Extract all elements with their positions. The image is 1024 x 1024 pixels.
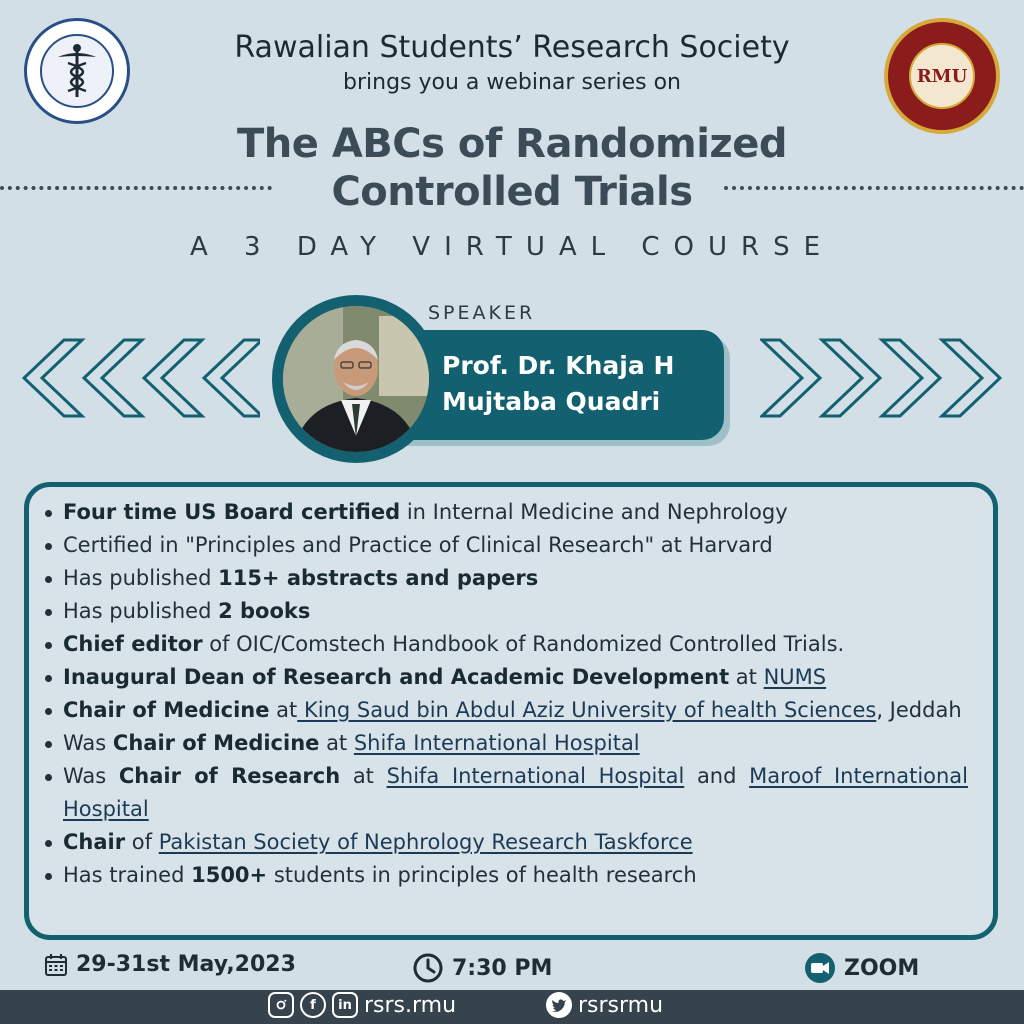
title-line-2: Controlled Trials <box>331 169 693 215</box>
item-text: Has published <box>63 599 219 623</box>
item-text: at <box>729 665 764 689</box>
speaker-photo <box>283 306 429 452</box>
item-text: at <box>319 731 354 755</box>
dotted-divider-right <box>724 186 1024 190</box>
event-time <box>412 952 552 984</box>
chevron-right-icon <box>882 340 940 416</box>
twitter-icon[interactable] <box>546 992 572 1018</box>
instagram-icon[interactable] <box>268 992 294 1018</box>
shifa-hospital-link[interactable]: Shifa International Hospital <box>386 764 685 788</box>
highlight-text: 115+ abstracts and papers <box>218 566 539 590</box>
list-item <box>40 859 968 892</box>
item-text: students in principles of health research <box>267 863 697 887</box>
speaker-name <box>442 348 722 420</box>
psn-taskforce-link[interactable]: Pakistan Society of Nephrology Research Taskforce <box>158 830 693 854</box>
rmu-logo-text: RMU <box>909 43 975 109</box>
highlight-text: Four time US Board certified <box>63 500 401 524</box>
list-item <box>40 628 968 661</box>
item-text: at <box>340 764 387 788</box>
linkedin-icon[interactable]: in <box>332 992 358 1018</box>
list-item <box>40 727 968 760</box>
maroof-hospital-link[interactable]: Maroof International Hospital <box>63 764 969 821</box>
course-subtitle: A 3 DAY VIRTUAL COURSE <box>189 232 835 262</box>
highlight-text: Chair of Medicine <box>112 731 320 755</box>
society-name: Rawalian Students’ Research Society <box>234 30 790 65</box>
highlight-text: Chief editor <box>63 632 203 656</box>
event-date-text: 29-31st May,2023 <box>76 952 296 977</box>
title-line-1: The ABCs of Randomized <box>237 121 787 167</box>
chevron-left-icon <box>144 340 202 416</box>
list-item <box>40 529 968 562</box>
event-date <box>44 952 296 977</box>
clock-icon <box>412 952 444 984</box>
shifa-hospital-link[interactable]: Shifa International Hospital <box>353 731 640 755</box>
item-text: at <box>269 698 298 722</box>
item-text: of <box>125 830 159 854</box>
social-handles-twitter <box>546 992 663 1018</box>
credentials-list <box>40 496 968 892</box>
social-handles-rmu <box>268 992 456 1018</box>
speaker-name-line-2: Mujtaba Quadri <box>442 387 661 416</box>
item-text: and <box>684 764 750 788</box>
speaker-label: SPEAKER <box>428 302 536 324</box>
list-item <box>40 826 968 859</box>
social-handle[interactable]: rsrs.rmu <box>364 992 457 1018</box>
item-text: of OIC/Comstech Handbook of Randomized Controlled Trials. <box>202 632 845 656</box>
highlight-text: Inaugural Dean of Research and Academic Development <box>63 665 730 689</box>
highlight-text: 2 books <box>218 599 311 623</box>
highlight-text: Chair of Medicine <box>63 698 270 722</box>
chevron-left-icon <box>204 340 260 416</box>
item-text: Has trained <box>63 863 192 887</box>
list-item <box>40 661 968 694</box>
ksau-link[interactable]: King Saud bin Abdul Aziz University of health Sciences <box>297 698 877 722</box>
highlight-text: Chair of Research <box>118 764 341 788</box>
item-text: in Internal Medicine and Nephrology <box>400 500 788 524</box>
webinar-title <box>0 120 1024 216</box>
item-text: Certified in "Principles and Practice of Clinical Research" at Harvard <box>63 533 773 557</box>
speaker-photo-frame <box>272 295 440 463</box>
dotted-divider-left <box>0 186 272 190</box>
twitter-handle[interactable]: rsrsrmu <box>578 992 664 1018</box>
video-camera-icon <box>804 952 836 984</box>
chevron-left-decoration <box>22 336 260 420</box>
list-item <box>40 694 968 727</box>
item-text: , Jeddah <box>876 698 962 722</box>
event-platform <box>804 952 919 984</box>
series-intro: brings you a webinar series on <box>343 70 681 95</box>
facebook-icon[interactable]: f <box>300 992 326 1018</box>
chevron-right-icon <box>762 340 820 416</box>
social-bar <box>0 990 1024 1024</box>
list-item <box>40 562 968 595</box>
calendar-icon <box>44 953 68 977</box>
chevron-right-icon <box>942 340 1000 416</box>
nums-link[interactable]: NUMS <box>763 665 827 689</box>
item-text: Was <box>63 764 119 788</box>
chevron-right-decoration <box>760 336 1002 420</box>
event-time-text: 7:30 PM <box>452 955 553 981</box>
chevron-right-icon <box>822 340 880 416</box>
chevron-left-icon <box>24 340 82 416</box>
item-text: Was <box>63 731 113 755</box>
event-platform-text: ZOOM <box>844 955 920 981</box>
list-item <box>40 760 968 826</box>
highlight-text: Chair <box>63 830 126 854</box>
item-text: Has published <box>63 566 219 590</box>
list-item <box>40 595 968 628</box>
chevron-left-icon <box>84 340 142 416</box>
list-item <box>40 496 968 529</box>
speaker-name-line-1: Prof. Dr. Khaja H <box>442 351 675 380</box>
highlight-text: 1500+ <box>191 863 268 887</box>
